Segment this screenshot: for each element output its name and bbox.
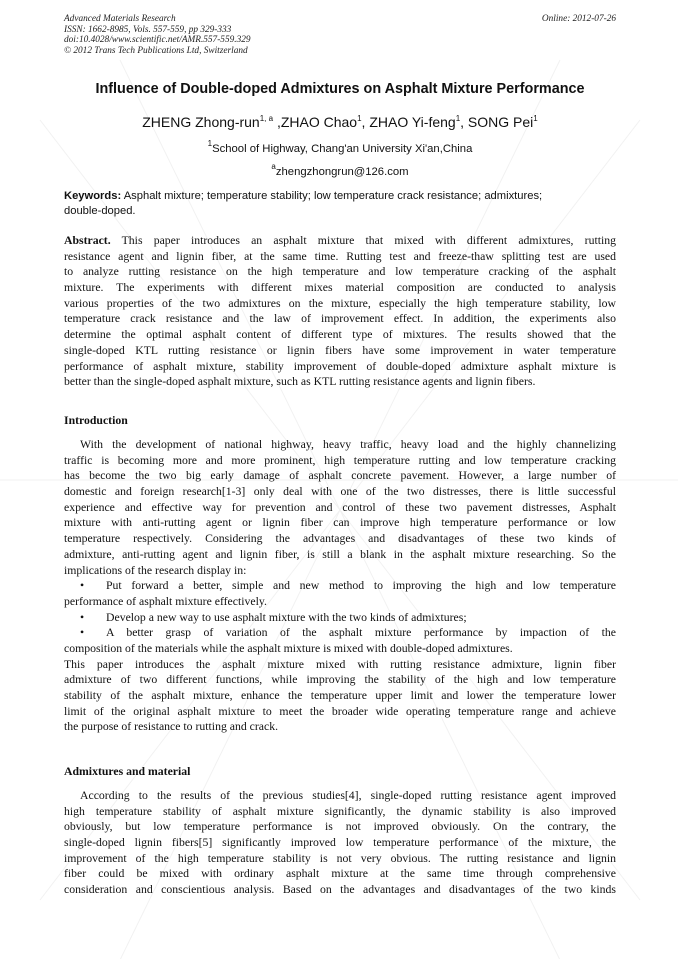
author-affiliation-mark: 1 — [357, 114, 362, 123]
admixtures-line: single-doped lignin fibers[5] significantly improved low temperature performance of the mixture, the — [64, 836, 616, 850]
email-address[interactable]: zhengzhongrun@126.com — [275, 166, 409, 178]
affiliation-text: School of Highway, Chang'an University Xi'an,China — [212, 143, 473, 155]
keywords-text: double-doped. — [64, 204, 136, 217]
author-name: , SONG Pei — [460, 114, 534, 130]
bullet-item-continuation: composition of the materials while the asphalt mixture is mixed with double-doped admixtures. — [64, 641, 513, 655]
admixtures-line: According to the results of the previous studies[4], single-doped rutting resistance agent improved — [80, 789, 616, 802]
introduction-line: implications of the research display in: — [64, 563, 247, 577]
abstract-line: to analyze rutting resistance on the high temperature and low temperature cracking of the asphalt — [64, 265, 616, 279]
keywords-block — [64, 189, 616, 218]
abstract-line: determine the optimal asphalt content of different type of mixtures. The results showed that the — [64, 328, 616, 342]
introduction-line: mixture with anti-rutting agent or lignin fiber can improve high temperature performance or low — [64, 516, 616, 530]
abstract-line: better than the single-doped asphalt mixture, such as KTL rutting resistance agents and lignin fibers. — [64, 375, 536, 389]
bullet-item-continuation: performance of asphalt mixture effectively. — [64, 594, 267, 608]
bullet-item: • Put forward a better, simple and new method to improving the high and low temperature — [80, 579, 616, 593]
email-mark: a — [271, 162, 276, 171]
introduction-block — [64, 437, 616, 735]
abstract-line: resistance agent and lignin fiber, at the same time. Rutting test and freeze-thaw splitting test are used — [64, 249, 616, 263]
bullet-icon: • — [80, 579, 85, 593]
introduction-heading: Introduction — [64, 414, 128, 427]
admixtures-line: fiber could be mixed with ordinary asphalt mixture at the same time through comprehensive — [64, 867, 616, 881]
introduction-line: With the development of national highway, heavy traffic, heavy load and the highly channelizing — [80, 438, 616, 451]
introduction-line: stability of the asphalt mixture, enhance the temperature upper limit and lower the temperature lower — [64, 689, 616, 702]
abstract-line: Abstract. This paper introduces an asphalt mixture that mixed with different admixtures, rutting — [64, 234, 616, 247]
abstract-block — [64, 233, 616, 390]
admixtures-line: obviously, but low temperature performance is not improved obviously. On the contrary, the — [64, 820, 616, 834]
admixtures-heading: Admixtures and material — [64, 765, 191, 778]
affiliation-mark: 1 — [207, 139, 213, 148]
introduction-line: admixture of two different functions, while improving the stability of the high and low temperature — [64, 673, 616, 687]
introduction-line: temperature respectively. Considering the advantages and disadvantages of these two kinds of — [64, 532, 616, 546]
author-name: , ZHAO Yi-feng — [361, 114, 456, 130]
author-list — [40, 114, 640, 130]
author-affiliation-mark: 1 — [455, 114, 461, 123]
introduction-line: limit of the original asphalt mixture to meet the broader wide operating temperature range and achieve — [64, 704, 616, 718]
admixtures-block — [64, 788, 616, 898]
introduction-line: has become the two big early damage of asphalt concrete pavement. However, a large number of — [64, 469, 616, 483]
issn-line: ISSN: 1662-8985, Vols. 557-559, pp 329-333 — [64, 24, 232, 35]
bullet-icon: • — [80, 626, 85, 640]
doi-line[interactable]: doi:10.4028/www.scientific.net/AMR.557-559.329 — [64, 35, 251, 46]
copyright-line: © 2012 Trans Tech Publications Ltd, Switzerland — [64, 45, 248, 56]
introduction-line: experience and effective way for prevention and control of these two pavement distresses, Asphalt — [64, 500, 616, 514]
online-date: Online: 2012-07-26 — [541, 14, 616, 24]
introduction-line: domestic and foreign research[1-3] only deal with one of the two distresses, there is little successful — [64, 485, 616, 499]
abstract-line: temperature crack resistance and the law of improvement effect. In addition, the experiments also — [64, 312, 616, 326]
author-affiliation-mark: 1, a — [259, 114, 274, 123]
author-name: ,ZHAO Chao — [276, 114, 358, 130]
journal-header — [64, 14, 616, 56]
abstract-line: various properties of the two admixtures on the mixture, especially the high temperature stability, low — [64, 296, 616, 310]
abstract-line: mixture. The experiments with different mixes material composition are conducted to analysis — [64, 281, 616, 295]
affiliation — [40, 139, 640, 155]
introduction-line: This paper introduces the asphalt mixture mixed with rutting resistance admixture, lignin fiber — [64, 657, 616, 671]
bullet-item: • Develop a new way to use asphalt mixture with the two kinds of admixtures; — [80, 610, 467, 624]
bullet-item: • A better grasp of variation of the asphalt mixture performance by impaction of the — [80, 626, 616, 640]
keywords-text: Asphalt mixture; temperature stability; low temperature crack resistance; admixtures; — [121, 190, 543, 202]
author-name: ZHENG Zhong-run — [142, 114, 260, 130]
abstract-line: performance of asphalt mixture, stability improvement of double-doped admixture asphalt mixture is — [64, 359, 616, 373]
abstract-line: single-doped KTL rutting resistance or lignin fibers have some improvement in water temperature — [64, 343, 616, 357]
author-email — [40, 162, 640, 178]
introduction-line: traffic is becoming more and more prominent, high temperature rutting and low temperature cracking — [64, 453, 616, 467]
paper-title: Influence of Double-doped Admixtures on Asphalt Mixture Performance — [95, 81, 585, 97]
journal-name: Advanced Materials Research — [64, 14, 176, 24]
bullet-icon: • — [80, 610, 85, 624]
introduction-line: the purpose of resistance to rutting and crack. — [64, 720, 279, 734]
abstract-label: Abstract. — [64, 234, 111, 247]
introduction-line: admixture, anti-rutting agent and lignin fiber, is still a blank in the asphalt mixture researching. So the — [64, 547, 616, 561]
admixtures-line: consideration and conscientious analysis. Based on the advantages and disadvantages of the two kinds — [64, 883, 616, 897]
admixtures-line: improvement of the high temperature stability is not very obvious. The rutting resistance and lignin — [64, 851, 616, 865]
keywords-label: Keywords: — [64, 190, 122, 202]
admixtures-line: high temperature stability of asphalt mixture significantly, the dynamic stability is also improved — [64, 804, 616, 818]
author-affiliation-mark: 1 — [533, 114, 538, 123]
